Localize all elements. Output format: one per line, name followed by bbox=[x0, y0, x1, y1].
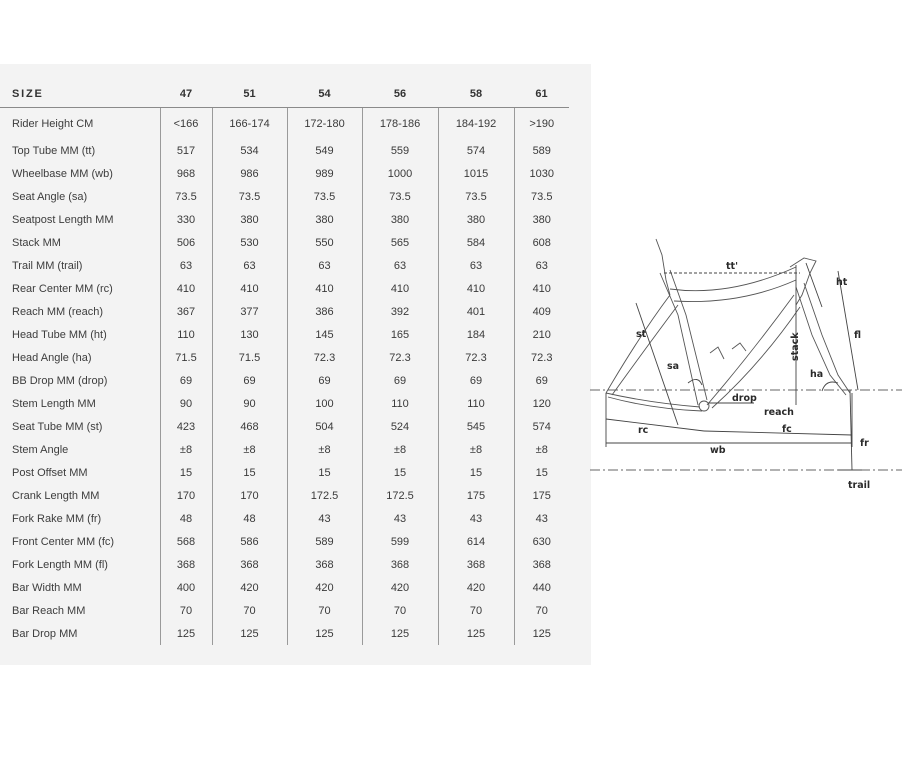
table-cell: 368 bbox=[287, 553, 362, 576]
table-cell: 210 bbox=[514, 323, 569, 346]
table-cell: 565 bbox=[362, 231, 438, 254]
size-header: SIZE bbox=[0, 80, 160, 108]
table-cell: 72.3 bbox=[514, 346, 569, 369]
table-cell: 468 bbox=[212, 415, 287, 438]
table-cell: 504 bbox=[287, 415, 362, 438]
table-cell: 90 bbox=[160, 392, 212, 415]
table-row bbox=[0, 254, 569, 277]
sa-label: sa bbox=[667, 361, 680, 372]
table-row bbox=[0, 392, 569, 415]
row-label: Stem Length MM bbox=[12, 397, 96, 410]
row-label: Head Angle (ha) bbox=[12, 351, 92, 364]
table-cell: 69 bbox=[160, 369, 212, 392]
table-cell: 178-186 bbox=[362, 108, 438, 140]
table-row bbox=[0, 599, 569, 622]
table-cell: 48 bbox=[212, 507, 287, 530]
table-cell: 420 bbox=[287, 576, 362, 599]
table-cell: 125 bbox=[160, 622, 212, 645]
table-cell: 420 bbox=[438, 576, 514, 599]
table-cell: 90 bbox=[212, 392, 287, 415]
table-cell: 377 bbox=[212, 300, 287, 323]
row-label: Wheelbase MM (wb) bbox=[12, 167, 113, 180]
table-cell: 559 bbox=[362, 139, 438, 162]
table-row bbox=[0, 576, 569, 599]
fc-label: fc bbox=[782, 424, 792, 435]
table-cell: 589 bbox=[287, 530, 362, 553]
ht-label: ht bbox=[836, 277, 848, 288]
table-cell: 70 bbox=[438, 599, 514, 622]
table-cell: 410 bbox=[438, 277, 514, 300]
table-cell: 69 bbox=[514, 369, 569, 392]
table-cell: >190 bbox=[514, 108, 569, 140]
table-cell: 380 bbox=[514, 208, 569, 231]
table-cell: 524 bbox=[362, 415, 438, 438]
table-cell: 72.3 bbox=[287, 346, 362, 369]
table-cell: 70 bbox=[287, 599, 362, 622]
size-col-header: 51 bbox=[212, 80, 287, 108]
table-cell: 517 bbox=[160, 139, 212, 162]
table-row bbox=[0, 300, 569, 323]
table-cell: 968 bbox=[160, 162, 212, 185]
table-cell: 410 bbox=[160, 277, 212, 300]
table-row bbox=[0, 346, 569, 369]
table-cell: 400 bbox=[160, 576, 212, 599]
table-cell: 175 bbox=[514, 484, 569, 507]
table-cell: 15 bbox=[362, 461, 438, 484]
table-cell: 73.5 bbox=[438, 185, 514, 208]
table-cell: 534 bbox=[212, 139, 287, 162]
table-cell: 72.3 bbox=[362, 346, 438, 369]
seat-stay bbox=[606, 295, 678, 395]
size-col-header: 58 bbox=[438, 80, 514, 108]
table-cell: 125 bbox=[438, 622, 514, 645]
table-cell: 506 bbox=[160, 231, 212, 254]
table-cell: 100 bbox=[287, 392, 362, 415]
table-cell: 392 bbox=[362, 300, 438, 323]
table-cell: 184-192 bbox=[438, 108, 514, 140]
table-cell: 125 bbox=[514, 622, 569, 645]
table-cell: 110 bbox=[160, 323, 212, 346]
row-label: BB Drop MM (drop) bbox=[12, 374, 108, 387]
table-cell: 48 bbox=[160, 507, 212, 530]
st-label: st bbox=[636, 329, 647, 340]
head-tube bbox=[790, 258, 816, 305]
table-cell: 184 bbox=[438, 323, 514, 346]
table-cell: 545 bbox=[438, 415, 514, 438]
table-cell: 549 bbox=[287, 139, 362, 162]
table-cell: 125 bbox=[287, 622, 362, 645]
row-label: Seatpost Length MM bbox=[12, 213, 114, 226]
bike-geometry-diagram bbox=[590, 225, 902, 495]
table-cell: 989 bbox=[287, 162, 362, 185]
table-cell: 630 bbox=[514, 530, 569, 553]
row-label: Top Tube MM (tt) bbox=[12, 144, 96, 157]
table-row bbox=[0, 484, 569, 507]
chain-stay bbox=[606, 393, 702, 411]
table-cell: 367 bbox=[160, 300, 212, 323]
table-cell: 380 bbox=[438, 208, 514, 231]
size-col-header: 47 bbox=[160, 80, 212, 108]
table-row bbox=[0, 553, 569, 576]
table-row bbox=[0, 185, 569, 208]
table-cell: 1000 bbox=[362, 162, 438, 185]
table-cell: 409 bbox=[514, 300, 569, 323]
table-cell: 43 bbox=[287, 507, 362, 530]
table-cell: 63 bbox=[514, 254, 569, 277]
table-row bbox=[0, 162, 569, 185]
table-cell: 410 bbox=[212, 277, 287, 300]
row-label: Head Tube MM (ht) bbox=[12, 328, 107, 341]
table-cell: 172-180 bbox=[287, 108, 362, 140]
geometry-table bbox=[0, 80, 569, 645]
table-row bbox=[0, 438, 569, 461]
table-cell: 71.5 bbox=[160, 346, 212, 369]
table-cell: 125 bbox=[212, 622, 287, 645]
row-label: Fork Rake MM (fr) bbox=[12, 512, 102, 525]
table-cell: 110 bbox=[362, 392, 438, 415]
table-cell: 70 bbox=[514, 599, 569, 622]
table-cell: 172.5 bbox=[287, 484, 362, 507]
table-cell: 63 bbox=[287, 254, 362, 277]
table-cell: 530 bbox=[212, 231, 287, 254]
table-cell: 401 bbox=[438, 300, 514, 323]
table-cell: 69 bbox=[212, 369, 287, 392]
table-cell: 574 bbox=[514, 415, 569, 438]
table-row bbox=[0, 530, 569, 553]
table-row bbox=[0, 108, 569, 140]
table-row bbox=[0, 369, 569, 392]
table-cell: 73.5 bbox=[514, 185, 569, 208]
row-label: Reach MM (reach) bbox=[12, 305, 104, 318]
table-cell: 599 bbox=[362, 530, 438, 553]
row-label: Post Offset MM bbox=[12, 466, 88, 479]
table-cell: 73.5 bbox=[362, 185, 438, 208]
row-label: Rear Center MM (rc) bbox=[12, 282, 113, 295]
table-cell: 72.3 bbox=[438, 346, 514, 369]
rc-label: rc bbox=[638, 425, 649, 436]
reach-label: reach bbox=[764, 407, 794, 418]
table-cell: 586 bbox=[212, 530, 287, 553]
table-cell: 368 bbox=[212, 553, 287, 576]
stack-label: stack bbox=[790, 332, 801, 361]
table-cell: 1030 bbox=[514, 162, 569, 185]
table-cell: 165 bbox=[362, 323, 438, 346]
table-cell: 1015 bbox=[438, 162, 514, 185]
table-row bbox=[0, 231, 569, 254]
table-cell: 589 bbox=[514, 139, 569, 162]
table-cell: ±8 bbox=[160, 438, 212, 461]
table-cell: 43 bbox=[514, 507, 569, 530]
bottom-bracket bbox=[699, 401, 709, 411]
row-label: Seat Angle (sa) bbox=[12, 190, 88, 203]
fl-label: fl bbox=[854, 330, 862, 341]
table-cell: 43 bbox=[438, 507, 514, 530]
table-cell: <166 bbox=[160, 108, 212, 140]
row-label: Bar Drop MM bbox=[12, 627, 78, 640]
top-tube bbox=[670, 267, 796, 302]
table-row bbox=[0, 622, 569, 645]
table-cell: 410 bbox=[287, 277, 362, 300]
table-cell: 70 bbox=[362, 599, 438, 622]
row-label: Trail MM (trail) bbox=[12, 259, 83, 272]
table-cell: 73.5 bbox=[212, 185, 287, 208]
row-label: Seat Tube MM (st) bbox=[12, 420, 103, 433]
row-label: Front Center MM (fc) bbox=[12, 535, 115, 548]
table-cell: 380 bbox=[212, 208, 287, 231]
row-label: Stack MM bbox=[12, 236, 61, 249]
table-cell: 110 bbox=[438, 392, 514, 415]
seatpost bbox=[656, 239, 670, 295]
table-cell: 15 bbox=[287, 461, 362, 484]
table-cell: 125 bbox=[362, 622, 438, 645]
table-cell: 120 bbox=[514, 392, 569, 415]
table-cell: 368 bbox=[438, 553, 514, 576]
table-cell: 330 bbox=[160, 208, 212, 231]
table-cell: 568 bbox=[160, 530, 212, 553]
table-header-row bbox=[0, 80, 569, 108]
table-row bbox=[0, 323, 569, 346]
table-cell: 130 bbox=[212, 323, 287, 346]
size-col-header: 61 bbox=[514, 80, 569, 108]
table-row bbox=[0, 415, 569, 438]
table-cell: 71.5 bbox=[212, 346, 287, 369]
size-col-header: 54 bbox=[287, 80, 362, 108]
row-label: Fork Length MM (fl) bbox=[12, 558, 108, 571]
table-cell: 584 bbox=[438, 231, 514, 254]
row-label: Bar Reach MM bbox=[12, 604, 86, 617]
table-cell: 69 bbox=[287, 369, 362, 392]
tt-label: tt' bbox=[726, 261, 738, 272]
table-cell: 410 bbox=[362, 277, 438, 300]
table-cell: 380 bbox=[362, 208, 438, 231]
table-cell: 73.5 bbox=[287, 185, 362, 208]
table-row bbox=[0, 277, 569, 300]
table-cell: 70 bbox=[160, 599, 212, 622]
ha-label: ha bbox=[810, 369, 824, 380]
table-cell: 170 bbox=[160, 484, 212, 507]
table-cell: 423 bbox=[160, 415, 212, 438]
table-cell: 574 bbox=[438, 139, 514, 162]
table-cell: 175 bbox=[438, 484, 514, 507]
table-row bbox=[0, 208, 569, 231]
table-cell: 368 bbox=[514, 553, 569, 576]
down-tube bbox=[707, 295, 800, 408]
table-cell: 63 bbox=[212, 254, 287, 277]
table-cell: ±8 bbox=[438, 438, 514, 461]
table-cell: ±8 bbox=[212, 438, 287, 461]
table-cell: 614 bbox=[438, 530, 514, 553]
table-cell: 166-174 bbox=[212, 108, 287, 140]
table-cell: 170 bbox=[212, 484, 287, 507]
row-label: Crank Length MM bbox=[12, 489, 100, 502]
table-cell: 63 bbox=[438, 254, 514, 277]
row-label: Bar Width MM bbox=[12, 581, 82, 594]
table-cell: 550 bbox=[287, 231, 362, 254]
table-cell: 608 bbox=[514, 231, 569, 254]
table-cell: 368 bbox=[362, 553, 438, 576]
table-cell: 43 bbox=[362, 507, 438, 530]
table-cell: 63 bbox=[160, 254, 212, 277]
table-cell: 440 bbox=[514, 576, 569, 599]
table-cell: 15 bbox=[514, 461, 569, 484]
table-cell: 69 bbox=[438, 369, 514, 392]
table-row bbox=[0, 507, 569, 530]
fr-label: fr bbox=[860, 438, 869, 449]
table-cell: 172.5 bbox=[362, 484, 438, 507]
table-cell: ±8 bbox=[514, 438, 569, 461]
trail-label: trail bbox=[848, 480, 871, 491]
wb-label: wb bbox=[710, 445, 726, 456]
table-cell: 15 bbox=[438, 461, 514, 484]
table-cell: 73.5 bbox=[160, 185, 212, 208]
table-cell: 368 bbox=[160, 553, 212, 576]
table-cell: 386 bbox=[287, 300, 362, 323]
table-cell: 380 bbox=[287, 208, 362, 231]
table-cell: 986 bbox=[212, 162, 287, 185]
size-col-header: 56 bbox=[362, 80, 438, 108]
table-cell: 145 bbox=[287, 323, 362, 346]
table-cell: 70 bbox=[212, 599, 287, 622]
table-cell: 420 bbox=[362, 576, 438, 599]
table-cell: 15 bbox=[212, 461, 287, 484]
table-row bbox=[0, 461, 569, 484]
table-cell: 15 bbox=[160, 461, 212, 484]
row-label: Stem Angle bbox=[12, 443, 69, 456]
drop-label: drop bbox=[732, 393, 757, 404]
table-cell: 63 bbox=[362, 254, 438, 277]
row-label: Rider Height CM bbox=[12, 117, 94, 130]
table-cell: 420 bbox=[212, 576, 287, 599]
table-cell: ±8 bbox=[287, 438, 362, 461]
table-row bbox=[0, 139, 569, 162]
table-cell: ±8 bbox=[362, 438, 438, 461]
table-cell: 69 bbox=[362, 369, 438, 392]
table-cell: 410 bbox=[514, 277, 569, 300]
